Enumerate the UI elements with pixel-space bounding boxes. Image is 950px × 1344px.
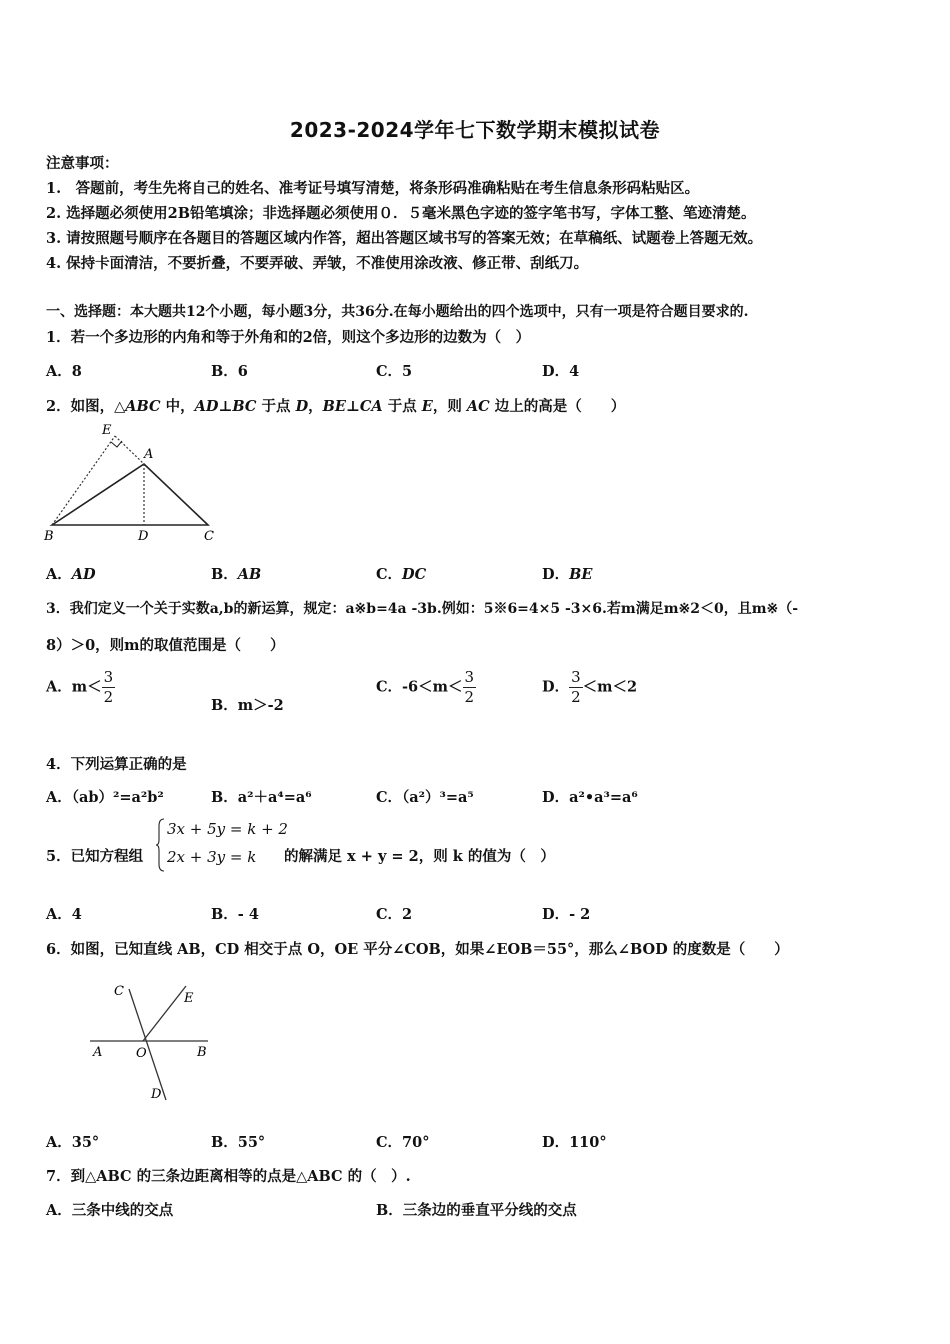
q2-stem-part: AC: [466, 398, 490, 415]
label-b: B: [44, 529, 54, 544]
q2-stem-part: ⊥: [345, 398, 360, 415]
label-a: A: [93, 1045, 103, 1060]
triangle-abc: [52, 464, 208, 525]
note-item-3: 3. 请按照题号顺序在各题目的答题区域内作答，超出答题区域书写的答案无效；在草稿纸、试题卷上答题无效。: [46, 230, 763, 247]
equation-1: 3x + 5y = k + 2: [167, 820, 288, 838]
q2-option-letter: A．: [46, 566, 72, 583]
right-angle-mark: [111, 441, 122, 447]
label-a: A: [144, 447, 154, 462]
q2-option-value: AD: [71, 566, 96, 583]
q2-option-d: [542, 563, 592, 584]
fraction: [463, 668, 477, 707]
question-5-stem-pre: 5．已知方程组: [46, 848, 144, 865]
q6-option-c: C．70°: [376, 1134, 430, 1151]
q3-option-a: [46, 668, 115, 707]
notes-heading: 注意事项：: [46, 155, 119, 172]
intersecting-lines-figure: [86, 975, 218, 1105]
q3-option-d-text: D．: [542, 678, 570, 696]
label-b: B: [197, 1045, 207, 1060]
label-o: O: [136, 1046, 147, 1061]
q2-option-letter: B．: [211, 566, 238, 583]
question-4-stem: 4．下列运算正确的是: [46, 756, 187, 773]
fraction: [569, 668, 583, 707]
q3-option-c: [376, 668, 476, 707]
brace-icon: [156, 818, 166, 872]
q1-option-c: C．5: [376, 363, 413, 380]
q7-option-a: A．三条中线的交点: [46, 1202, 174, 1219]
q2-stem-part: 中，: [160, 398, 195, 415]
q2-option-letter: C．: [376, 566, 403, 583]
q2-stem-part: 于点: [256, 398, 296, 415]
note-item-4: 4. 保持卡面清洁，不要折叠，不要弄破、弄皱，不准使用涂改液、修正带、刮纸刀。: [46, 255, 589, 272]
q2-stem-part: BC: [232, 398, 257, 415]
q1-option-b: B．6: [211, 363, 248, 380]
q2-option-c: [376, 563, 426, 584]
fraction-denominator: 2: [103, 688, 114, 706]
q3-option-c-text: C．-6＜m＜: [376, 678, 463, 696]
q3-option-a-text: A．m＜: [46, 678, 102, 696]
q4-option-c: C．（a²）³=a⁵: [376, 789, 474, 806]
fraction-numerator: 3: [464, 668, 475, 686]
q5-option-b: B．- 4: [211, 906, 259, 923]
question-3-line-2: 8）＞0，则m的取值范围是（ ）: [46, 637, 285, 654]
q3-option-d: [542, 668, 637, 707]
q2-stem-part: E: [421, 398, 433, 415]
q2-stem-part: ，则: [432, 398, 467, 415]
question-2-stem: [46, 395, 625, 416]
q2-stem-part: AD: [194, 398, 219, 415]
q2-stem-part: D: [295, 398, 309, 415]
segment-be: [52, 436, 115, 525]
triangle-figure: [38, 420, 228, 550]
q3-option-d-text: ＜m＜2: [582, 678, 638, 696]
q6-option-d: D．110°: [542, 1134, 607, 1151]
q2-option-b: [211, 563, 261, 584]
q2-option-value: BE: [569, 566, 593, 583]
q2-stem-part: ，: [308, 398, 323, 415]
q6-option-a: A．35°: [46, 1134, 100, 1151]
q2-stem-part: 2．如图，△: [46, 398, 126, 415]
q2-stem-part: ⊥: [218, 398, 233, 415]
q2-stem-part: ABC: [125, 398, 161, 415]
note-item-2: 2. 选择题必须使用2B铅笔填涂；非选择题必须使用０．５毫米黑色字迹的签字笔书写，字体工整、笔迹清楚。: [46, 205, 756, 222]
q2-option-value: DC: [402, 566, 427, 583]
fraction: [102, 668, 116, 707]
fraction-numerator: 3: [103, 668, 114, 686]
question-5-stem-post: 的解满足 x + y = 2，则 k 的值为（ ）: [284, 848, 555, 865]
q4-option-a: A．（ab）²=a²b²: [46, 789, 164, 806]
q4-option-b: B．a²＋a⁴=a⁶: [211, 789, 312, 806]
q1-option-a: A．8: [46, 363, 82, 380]
equation-2: 2x + 3y = k: [167, 848, 257, 866]
label-e: E: [102, 423, 112, 438]
fraction-denominator: 2: [571, 688, 581, 706]
question-6-stem: 6．如图，已知直线 AB，CD 相交于点 O，OE 平分∠COB，如果∠EOB＝55°，那么∠BOD 的度数是（ ）: [46, 941, 789, 958]
q3-option-b: B．m＞-2: [211, 697, 284, 714]
fraction-denominator: 2: [464, 688, 475, 706]
note-item-1: 1. 答题前，考生先将自己的姓名、准考证号填写清楚，将条形码准确粘贴在考生信息条形码粘贴区。: [46, 180, 700, 197]
q2-option-a: [46, 563, 96, 584]
q7-option-b: B．三条边的垂直平分线的交点: [376, 1202, 577, 1219]
label-c: C: [204, 529, 214, 544]
ray-oe: [143, 986, 186, 1041]
q2-stem-part: BE: [322, 398, 346, 415]
q5-option-c: C．2: [376, 906, 413, 923]
q4-option-d: D．a²•a³=a⁶: [542, 789, 638, 806]
segment-ea: [115, 436, 144, 464]
label-d: D: [151, 1087, 162, 1102]
q2-option-letter: D．: [542, 566, 570, 583]
q2-option-value: AB: [237, 566, 262, 583]
q5-option-d: D．- 2: [542, 906, 591, 923]
q1-option-d: D．4: [542, 363, 580, 380]
q2-stem-part: CA: [359, 398, 383, 415]
line-cd: [129, 989, 166, 1100]
q2-stem-part: 于点: [382, 398, 422, 415]
q2-stem-part: 边上的高是（ ）: [489, 398, 626, 415]
label-e: E: [184, 991, 194, 1006]
q5-option-a: A．4: [46, 906, 82, 923]
page-title: 2023-2024学年七下数学期末模拟试卷: [289, 118, 661, 142]
fraction-numerator: 3: [571, 668, 581, 686]
question-1-stem: 1．若一个多边形的内角和等于外角和的2倍，则这个多边形的边数为（ ）: [46, 329, 531, 346]
question-7-stem: 7．到△ABC 的三条边距离相等的点是△ABC 的（ ）.: [46, 1168, 411, 1185]
label-c: C: [114, 984, 124, 999]
question-3-line-1: 3．我们定义一个关于实数a,b的新运算，规定：a※b=4a -3b.例如：5※6=4×5 -3×6.若m满足m※2＜0，且m※（-: [46, 601, 799, 617]
section-heading: 一、选择题：本大题共12个小题，每小题3分，共36分.在每小题给出的四个选项中，只有一项是符合题目要求的.: [46, 304, 749, 320]
label-d: D: [138, 529, 149, 544]
q6-option-b: B．55°: [211, 1134, 266, 1151]
